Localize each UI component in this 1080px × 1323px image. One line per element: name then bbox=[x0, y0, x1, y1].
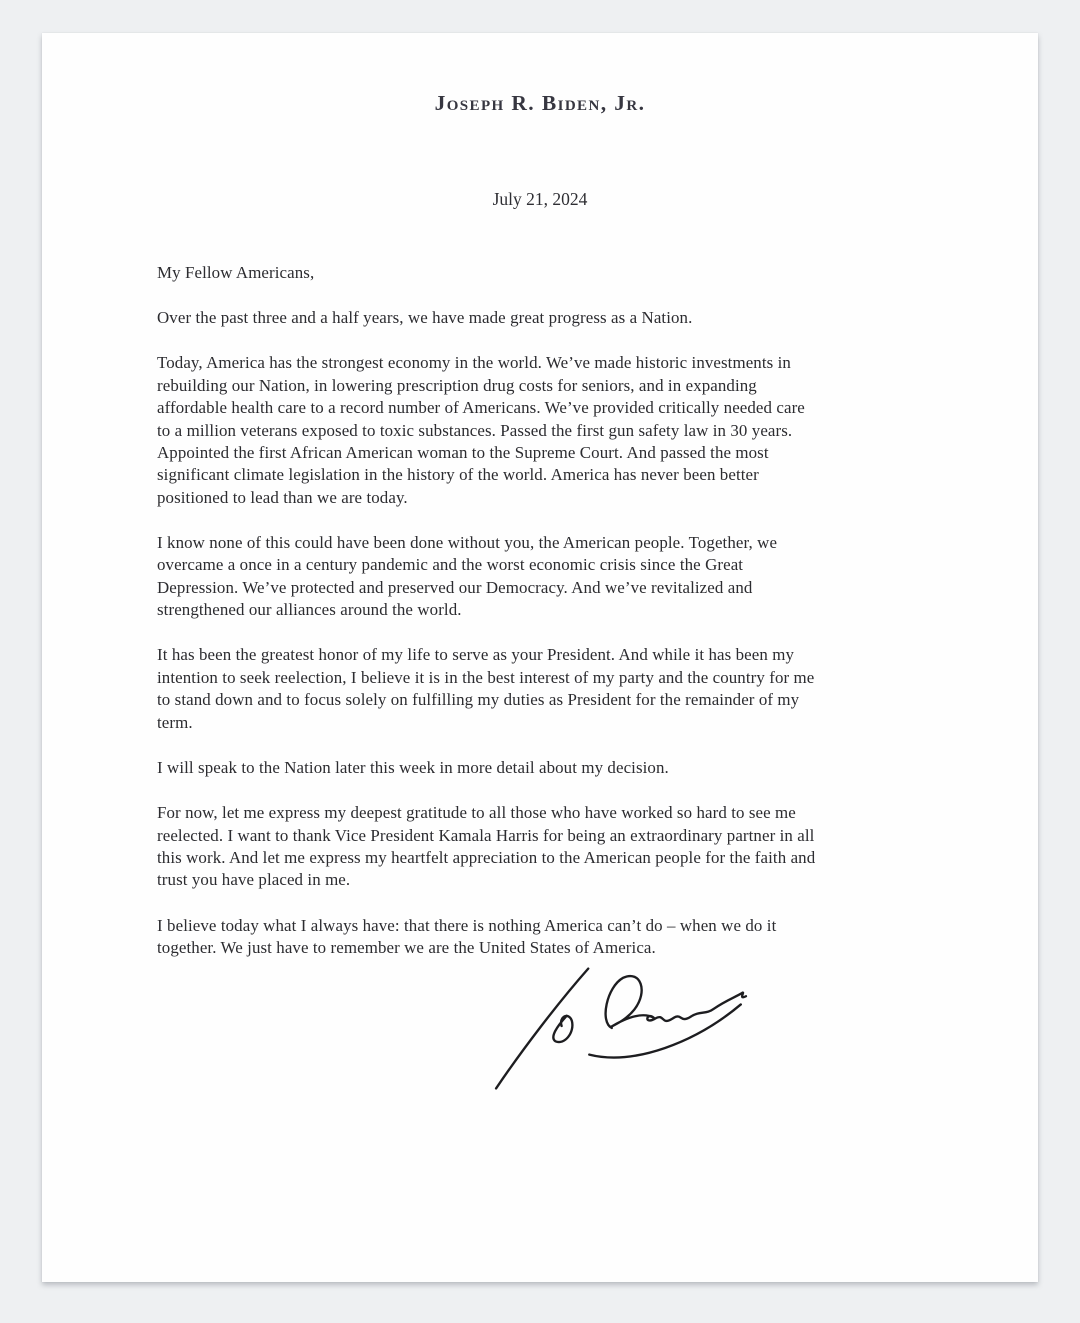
letter-line: intention to seek reelection, I believe it is in the best interest of my party and the country for me bbox=[157, 667, 815, 687]
letter-line: I will speak to the Nation later this week in more detail about my decision. bbox=[157, 757, 669, 777]
letter-line: I believe today what I always have: that there is nothing America can’t do – when we do it bbox=[157, 915, 777, 935]
letter-paragraph bbox=[157, 802, 947, 892]
letter-line: Appointed the first African American woman to the Supreme Court. And passed the most bbox=[157, 443, 769, 463]
letter-paragraph bbox=[157, 532, 947, 622]
letter-line: significant climate legislation in the history of the world. America has never been better bbox=[157, 465, 759, 485]
letter-line: to stand down and to focus solely on fulfilling my duties as President for the remainder of my bbox=[157, 690, 800, 710]
letter-line: to a million veterans exposed to toxic substances. Passed the first gun safety law in 30 years. bbox=[157, 420, 793, 440]
letterhead-name: Joseph R. Biden, Jr. bbox=[434, 91, 646, 115]
letter-document bbox=[42, 33, 1038, 1282]
letter-line: Over the past three and a half years, we have made great progress as a Nation. bbox=[157, 308, 693, 328]
letter-line: Today, America has the strongest economy in the world. We’ve made historic investments in bbox=[157, 353, 791, 373]
letter-line: term. bbox=[157, 712, 193, 732]
letter-line: rebuilding our Nation, in lowering prescription drug costs for seniors, and in expanding bbox=[157, 375, 757, 395]
letter-paragraph bbox=[157, 307, 947, 329]
letter-line: reelected. I want to thank Vice President Kamala Harris for being an extraordinary partner in all bbox=[157, 825, 815, 845]
letter-date: July 21, 2024 bbox=[492, 189, 588, 209]
letter-line: It has been the greatest honor of my life to serve as your President. And while it has been my bbox=[157, 645, 795, 665]
letter-line: positioned to lead than we are today. bbox=[157, 487, 408, 507]
letter-line: My Fellow Americans, bbox=[157, 263, 315, 282]
letter-line: I know none of this could have been done without you, the American people. Together, we bbox=[157, 533, 778, 553]
letter-line: together. We just have to remember we are the United States of America. bbox=[157, 937, 656, 957]
letter-paragraph bbox=[157, 915, 947, 960]
letter-body bbox=[157, 262, 947, 982]
letter-line: affordable health care to a record number of Americans. We’ve provided critically needed care bbox=[157, 398, 805, 418]
letter-paragraph bbox=[157, 644, 947, 734]
letter-line: strengthened our alliances around the world. bbox=[157, 600, 462, 620]
letter-line: this work. And let me express my heartfelt appreciation to the American people for the faith and bbox=[157, 847, 816, 867]
letter-paragraph bbox=[157, 262, 947, 284]
letter-line: Depression. We’ve protected and preserved our Democracy. And we’ve revitalized and bbox=[157, 577, 753, 597]
letter-paragraph bbox=[157, 757, 947, 779]
letter-line: For now, let me express my deepest gratitude to all those who have worked so hard to see me bbox=[157, 803, 796, 823]
letter-line: trust you have placed in me. bbox=[157, 870, 351, 890]
letter-line: overcame a once in a century pandemic and the worst economic crisis since the Great bbox=[157, 555, 744, 575]
letter-paragraph bbox=[157, 352, 947, 509]
biden-signature-icon bbox=[493, 966, 749, 1090]
